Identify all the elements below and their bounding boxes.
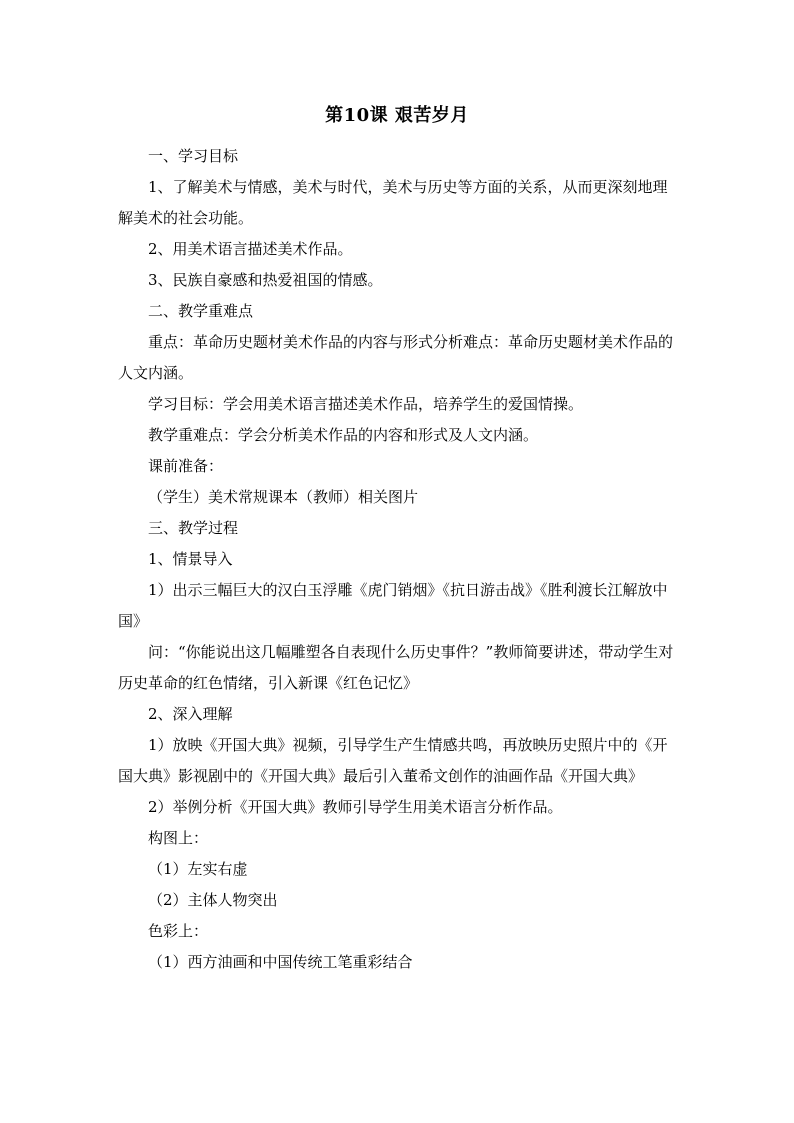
- heading-key-difficulties: 二、教学重难点: [148, 302, 254, 320]
- composition-item-1: （1）左实右虚: [148, 860, 248, 878]
- intro-question: 问：“你能说出这几幅雕塑各自表现什么历史事件？”教师简要讲述，带动学生对历史革命的红色情绪，引入新课《红色记忆》: [118, 643, 674, 692]
- objective-item-2: 2、用美术语言描述美术作品。: [148, 240, 353, 258]
- document-body: [118, 141, 678, 978]
- heading-learning-objectives: 一、学习目标: [148, 147, 239, 165]
- learning-goal-paragraph: 学习目标：学会用美术语言描述美术作品，培养学生的爱国情操。: [148, 395, 584, 413]
- color-label: 色彩上：: [148, 922, 209, 940]
- color-item-1: （1）西方油画和中国传统工笔重彩结合: [148, 953, 413, 971]
- understanding-analysis: 2）举例分析《开国大典》教师引导学生用美术语言分析作品。: [148, 798, 563, 816]
- composition-label: 构图上：: [148, 829, 209, 847]
- objective-item-3: 3、民族自豪感和热爱祖国的情感。: [148, 271, 383, 289]
- preparation-label: 课前准备：: [148, 457, 224, 475]
- heading-teaching-process: 三、教学过程: [148, 519, 239, 537]
- teaching-difficulty-paragraph: 教学重难点：学会分析美术作品的内容和形式及人文内涵。: [148, 426, 539, 444]
- lesson-title: 第10课 艰苦岁月: [325, 105, 469, 126]
- understanding-video: 1）放映《开国大典》视频，引导学生产生情感共鸣，再放映历史照片中的《开国大典》影视剧中的《开国大典》最后引入董希文创作的油画作品《开国大典》: [118, 736, 668, 785]
- intro-relief-sculptures: 1）出示三幅巨大的汉白玉浮雕《虎门销烟》《抗日游击战》《胜利渡长江解放中国》: [118, 581, 668, 630]
- key-points-paragraph: 重点：革命历史题材美术作品的内容与形式分析难点：革命历史题材美术作品的人文内涵。: [118, 333, 674, 382]
- step-scene-introduction: 1、情景导入: [148, 550, 233, 568]
- step-deep-understanding: 2、深入理解: [148, 705, 233, 723]
- composition-item-2: （2）主体人物突出: [148, 891, 278, 909]
- objective-item-1: 1、了解美术与情感，美术与时代，美术与历史等方面的关系，从而更深刻地理解美术的社会功能。: [118, 178, 668, 227]
- preparation-materials: （学生）美术常规课本（教师）相关图片: [148, 488, 419, 506]
